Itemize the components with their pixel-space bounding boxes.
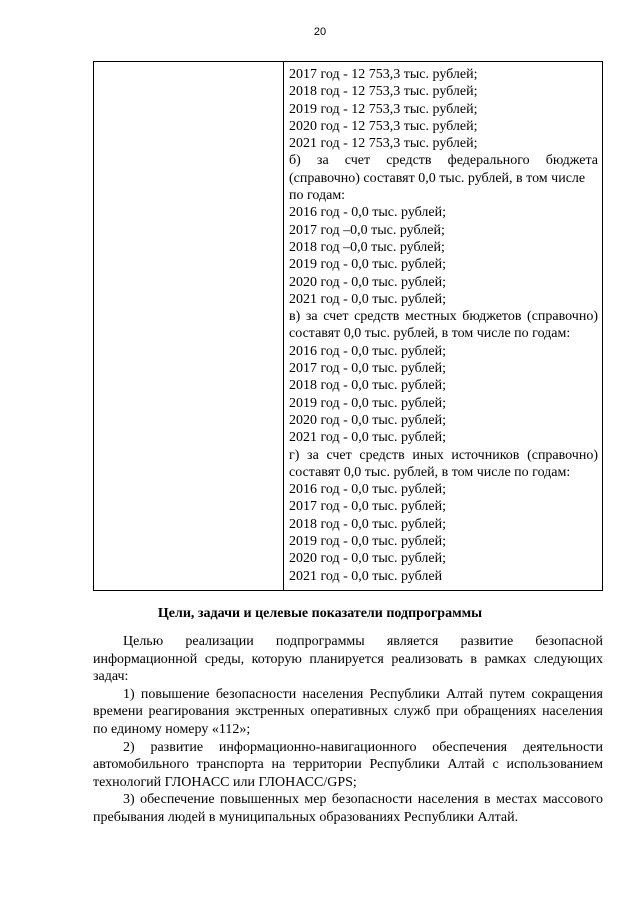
funding-line: 2020 год - 0,0 тыс. рублей; xyxy=(289,412,447,428)
funding-line: 2019 год - 0,0 тыс. рублей; xyxy=(289,534,447,550)
funding-line: 2020 год - 12 753,3 тыс. рублей; xyxy=(289,118,478,134)
funding-line: 2018 год - 0,0 тыс. рублей; xyxy=(289,516,447,532)
body-paragraph: 1) повышение безопасности населения Республики Алтай путем сокращения времени реагирования экстренных оперативных служб при обращениях населения по единому номеру «112»; xyxy=(93,686,603,737)
body-paragraph: Целью реализации подпрограммы является развитие безопасной информационной среды, которую планируется реализовать в рамках следующих задач: xyxy=(93,634,603,685)
funding-line: 2018 год –0,0 тыс. рублей; xyxy=(289,239,445,255)
table-right-cell xyxy=(284,62,602,590)
body-text xyxy=(93,633,603,827)
funding-table xyxy=(93,61,603,591)
page-number: 20 xyxy=(313,26,327,38)
funding-line: 2021 год - 12 753,3 тыс. рублей; xyxy=(289,136,478,152)
table-left-cell xyxy=(94,62,284,590)
body-paragraph: 2) развитие информационно-навигационного обеспечения деятельности автомобильного транспорта на территории Республики Алтай с использованием технологий ГЛОНАСС или ГЛОНАСС/GPS; xyxy=(93,739,603,790)
funding-line: 2019 год - 0,0 тыс. рублей; xyxy=(289,257,447,273)
funding-line: 2018 год - 12 753,3 тыс. рублей; xyxy=(289,84,478,100)
funding-line: (справочно) составят 0,0 тыс. рублей, в том числе xyxy=(289,170,586,186)
funding-line: 2019 год - 0,0 тыс. рублей; xyxy=(289,395,447,411)
funding-line: г) за счет средств иных источников (справочно) xyxy=(289,447,598,463)
funding-line: 2019 год - 12 753,3 тыс. рублей; xyxy=(289,101,478,117)
funding-line: 2018 год - 0,0 тыс. рублей; xyxy=(289,378,447,394)
funding-line: 2017 год - 0,0 тыс. рублей; xyxy=(289,499,447,515)
funding-line: 2021 год - 0,0 тыс. рублей xyxy=(289,568,443,584)
funding-line: составят 0,0 тыс. рублей, в том числе по годам: xyxy=(289,464,571,480)
funding-line: б) за счет средств федерального бюджета xyxy=(289,153,598,169)
funding-line: 2021 год - 0,0 тыс. рублей; xyxy=(289,291,447,307)
funding-line: в) за счет средств местных бюджетов (справочно) xyxy=(289,309,598,325)
funding-line: 2017 год - 0,0 тыс. рублей; xyxy=(289,361,447,377)
funding-line: составят 0,0 тыс. рублей, в том числе по годам: xyxy=(289,326,571,342)
funding-line: 2020 год - 0,0 тыс. рублей; xyxy=(289,274,447,290)
funding-line: 2017 год - 12 753,3 тыс. рублей; xyxy=(289,67,478,82)
section-heading: Цели, задачи и целевые показатели подпрограммы xyxy=(157,606,483,621)
funding-line: по годам: xyxy=(289,188,346,204)
funding-line: 2016 год - 0,0 тыс. рублей; xyxy=(289,205,447,221)
funding-line: 2016 год - 0,0 тыс. рублей; xyxy=(289,482,447,498)
funding-line: 2017 год –0,0 тыс. рублей; xyxy=(289,222,445,238)
funding-line: 2020 год - 0,0 тыс. рублей; xyxy=(289,551,447,567)
funding-line: 2021 год - 0,0 тыс. рублей; xyxy=(289,430,447,446)
body-paragraph: 3) обеспечение повышенных мер безопасности населения в местах массового пребывания людей в муниципальных образованиях Республики Алтай. xyxy=(93,792,603,825)
funding-line: 2016 год - 0,0 тыс. рублей; xyxy=(289,343,447,359)
